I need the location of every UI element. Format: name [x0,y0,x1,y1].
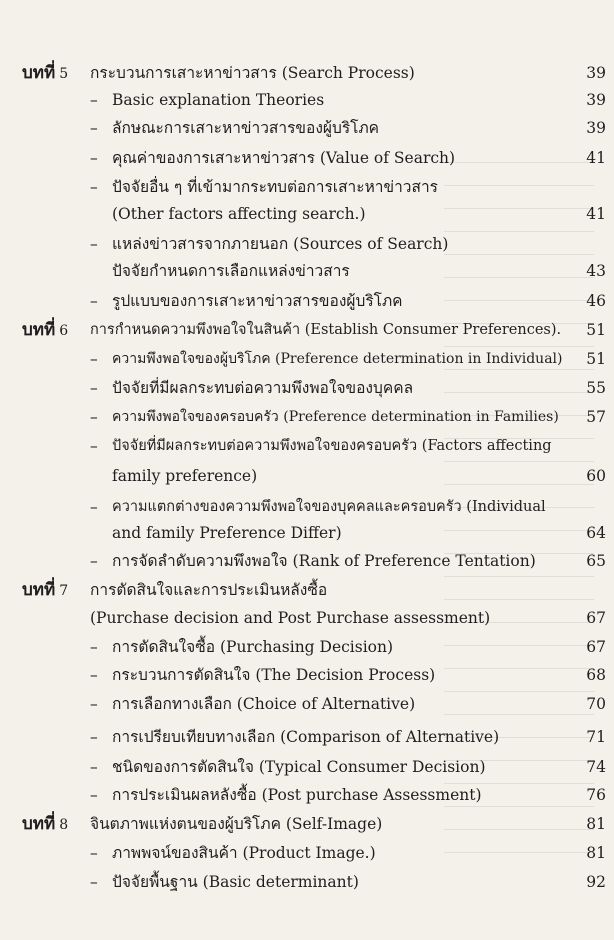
toc-entry [0,145,614,171]
bullet-dash: – [90,178,98,196]
bullet-dash: – [90,379,98,397]
bullet-dash: – [90,758,98,776]
entry-text: กระบวนการตัดสินใจ (The Decision Process) [112,666,436,684]
chapter-label [22,811,68,838]
toc-entry [0,115,614,141]
page-number: 41 [586,149,606,167]
entry-text: ภาพพจน์ของสินค้า (Product Image.) [112,844,376,862]
entry-text: บทที่ [22,320,56,340]
chapter-label [22,577,68,604]
toc-entry [0,782,614,808]
entry-text: คุณค่าของการเสาะหาข่าวสาร (Value of Search) [112,149,456,167]
page-number: 60 [586,467,606,485]
toc-entry [0,174,614,200]
entry-text: and family Preference Differ) [112,524,342,542]
bullet-dash: – [90,235,98,253]
bullet-dash: – [90,119,98,137]
entry-text: ปัจจัยที่มีผลกระทบต่อความพึงพอใจของครอบครัว (Factors affecting [112,438,552,454]
toc-entry [0,87,614,113]
entry-text: รูปแบบของการเสาะหาข่าวสารของผู้บริโภค [112,292,403,310]
chapter-label [22,317,68,344]
bullet-dash: – [90,786,98,804]
page-number: 67 [586,609,606,627]
page-number: 65 [586,552,606,570]
chapter-title: กระบวนการเสาะหาข่าวสาร (Search Process) [90,64,415,82]
chapter-title: จินตภาพแห่งตนของผู้บริโภค (Self-Image) [90,815,383,833]
toc-entry-continued [0,605,614,631]
entry-text: การประเมินผลหลังซื้อ (Post purchase Assessment) [112,786,482,804]
chapter-title: การตัดสินใจและการประเมินหลังซื้อ [90,581,328,599]
bullet-dash: – [90,695,98,713]
toc-entry [0,346,614,372]
entry-text: ปัจจัยที่มีผลกระทบต่อความพึงพอใจของบุคคล [112,379,414,397]
chapter-6-heading [0,317,614,343]
bullet-dash: – [90,91,98,109]
toc-entry-continued [0,201,614,227]
page-number: 39 [586,91,606,109]
toc-entry [0,494,614,520]
toc-entry [0,231,614,257]
entry-text: การตัดสินใจซื้อ (Purchasing Decision) [112,638,394,656]
bullet-dash: – [90,437,98,455]
entry-text: การเปรียบเทียบทางเลือก (Comparison of Alternative) [112,728,500,746]
page-number: 92 [586,873,606,891]
bullet-dash: – [90,552,98,570]
page-number: 81 [586,815,606,833]
toc-entry [0,548,614,574]
entry-text: บทที่ [22,580,56,600]
entry-text: (Other factors affecting search.) [112,205,366,223]
page-number: 39 [586,119,606,137]
toc-entry [0,754,614,780]
entry-text: แหล่งข่าวสารจากภายนอก (Sources of Search) [112,235,449,253]
entry-text: family preference) [112,467,258,485]
entry-text: ความแตกต่างของความพึงพอใจของบุคคลและครอบครัว (Individual [112,499,546,515]
page-number: 51 [586,321,606,339]
chapter-label [22,60,68,87]
bullet-dash: – [90,149,98,167]
toc-entry-continued [0,258,614,284]
page-number: 41 [586,205,606,223]
entry-text: ปัจจัยอื่น ๆ ที่เข้ามากระทบต่อการเสาะหาข่าวสาร [112,178,438,196]
page-number: 68 [586,666,606,684]
entry-text: 7 [59,583,69,599]
page-number: 70 [586,695,606,713]
page-number: 76 [586,786,606,804]
entry-text: ปัจจัยกำหนดการเลือกแหล่งข่าวสาร [112,262,350,280]
toc-entry [0,288,614,314]
page-number: 64 [586,524,606,542]
entry-text: การจัดลำดับความพึงพอใจ (Rank of Preference Tentation) [112,552,536,570]
entry-text: 5 [59,66,69,82]
bullet-dash: – [90,728,98,746]
toc-entry [0,433,614,459]
bullet-dash: – [90,292,98,310]
toc-entry [0,404,614,430]
entry-text: บทที่ [22,814,56,834]
toc-entry-continued [0,463,614,489]
chapter-5-heading [0,60,614,86]
page-number: 55 [586,379,606,397]
bullet-dash: – [90,638,98,656]
bullet-dash: – [90,873,98,891]
page-number: 71 [586,728,606,746]
bullet-dash: – [90,498,98,516]
entry-text: ความพึงพอใจของผู้บริโภค (Preference determination in Individual) [112,351,563,367]
entry-text: 8 [59,817,69,833]
page-number: 74 [586,758,606,776]
toc-entry [0,840,614,866]
entry-text: ลักษณะการเสาะหาข่าวสารของผู้บริโภค [112,119,380,137]
entry-text: บทที่ [22,63,56,83]
bullet-dash: – [90,666,98,684]
page-number: 51 [586,350,606,368]
page-number: 39 [586,64,606,82]
entry-text: ปัจจัยพื้นฐาน (Basic determinant) [112,873,359,891]
page-number: 43 [586,262,606,280]
toc-entry [0,869,614,895]
bullet-dash: – [90,844,98,862]
toc-entry [0,662,614,688]
toc-entry [0,634,614,660]
toc-entry [0,691,614,717]
toc-entry-continued [0,520,614,546]
entry-text: ความพึงพอใจของครอบครัว (Preference determination in Families) [112,409,559,425]
chapter-7-heading [0,577,614,603]
bullet-dash: – [90,350,98,368]
entry-text: (Purchase decision and Post Purchase assessment) [90,609,491,627]
chapter-8-heading [0,811,614,837]
page-number: 46 [586,292,606,310]
page-number: 57 [586,408,606,426]
toc-entry [0,724,614,750]
entry-text: 6 [59,323,69,339]
toc-entry [0,375,614,401]
page-number: 81 [586,844,606,862]
entry-text: ชนิดของการตัดสินใจ (Typical Consumer Decision) [112,758,486,776]
page-number: 67 [586,638,606,656]
chapter-title: การกำหนดความพึงพอใจในสินค้า (Establish Consumer Preferences). [90,322,562,338]
bullet-dash: – [90,408,98,426]
entry-text: Basic explanation Theories [112,91,325,109]
entry-text: การเลือกทางเลือก (Choice of Alternative) [112,695,416,713]
